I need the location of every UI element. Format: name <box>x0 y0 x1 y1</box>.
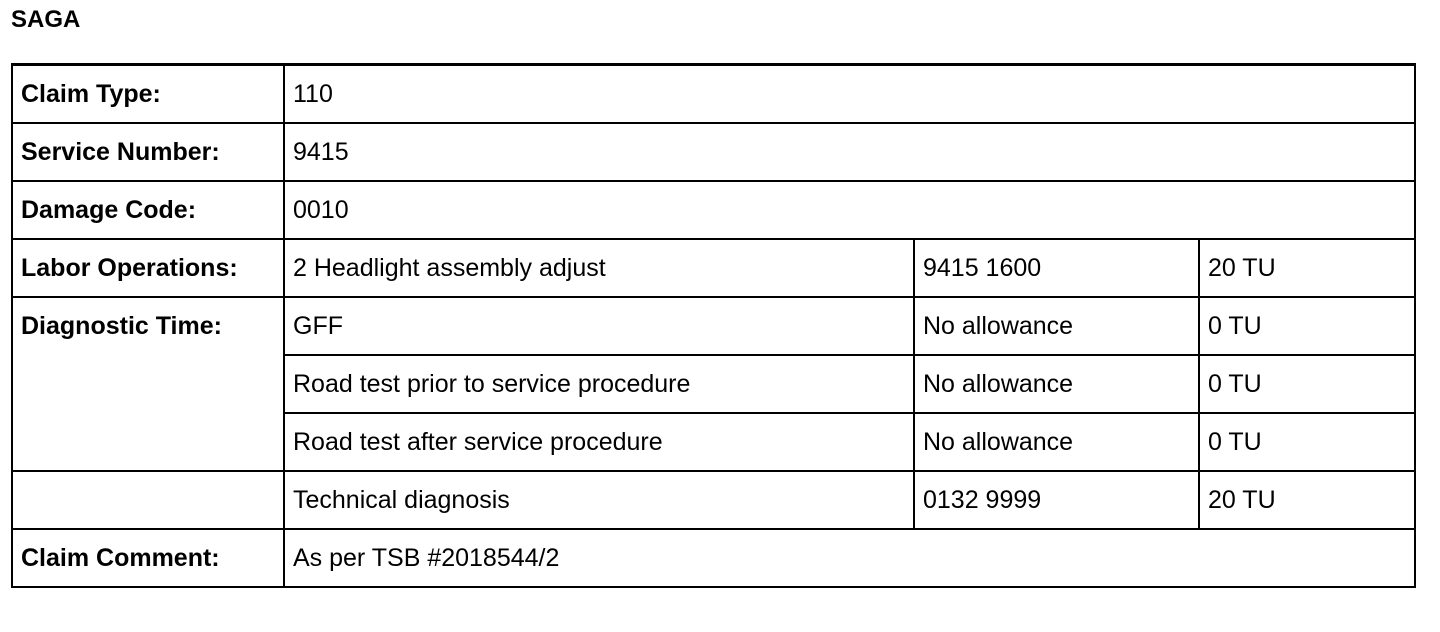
claim-comment-value: As per TSB #2018544/2 <box>284 529 1415 587</box>
diagnostic-time-value: 20 TU <box>1199 471 1415 529</box>
diagnostic-time-row <box>12 297 1415 355</box>
claim-type-row <box>12 65 1415 123</box>
diagnostic-time-value: 0 TU <box>1199 355 1415 413</box>
diagnostic-time-label: Diagnostic Time: <box>12 297 284 355</box>
diagnostic-code: No allowance <box>914 297 1199 355</box>
claim-comment-label: Claim Comment: <box>12 529 284 587</box>
labor-operation-time: 20 TU <box>1199 239 1415 297</box>
claim-type-value: 110 <box>284 65 1415 123</box>
damage-code-value: 0010 <box>284 181 1415 239</box>
diagnostic-time-row <box>12 471 1415 529</box>
service-number-label: Service Number: <box>12 123 284 181</box>
empty-label-cell <box>12 471 284 529</box>
diagnostic-code: No allowance <box>914 355 1199 413</box>
empty-label-cell <box>12 413 284 471</box>
claim-comment-row <box>12 529 1415 587</box>
diagnostic-description: Road test after service procedure <box>284 413 914 471</box>
damage-code-label: Damage Code: <box>12 181 284 239</box>
labor-operation-code: 9415 1600 <box>914 239 1199 297</box>
claim-type-label: Claim Type: <box>12 65 284 123</box>
diagnostic-code: No allowance <box>914 413 1199 471</box>
diagnostic-time-row <box>12 413 1415 471</box>
diagnostic-time-value: 0 TU <box>1199 413 1415 471</box>
document-title: SAGA <box>11 6 81 33</box>
empty-label-cell <box>12 355 284 413</box>
service-number-value: 9415 <box>284 123 1415 181</box>
labor-operations-row <box>12 239 1415 297</box>
diagnostic-code: 0132 9999 <box>914 471 1199 529</box>
diagnostic-description: Road test prior to service procedure <box>284 355 914 413</box>
diagnostic-description: Technical diagnosis <box>284 471 914 529</box>
diagnostic-description: GFF <box>284 297 914 355</box>
diagnostic-time-row <box>12 355 1415 413</box>
labor-operation-description: 2 Headlight assembly adjust <box>284 239 914 297</box>
claim-table <box>11 63 1416 588</box>
diagnostic-time-value: 0 TU <box>1199 297 1415 355</box>
labor-operations-label: Labor Operations: <box>12 239 284 297</box>
damage-code-row <box>12 181 1415 239</box>
service-number-row <box>12 123 1415 181</box>
